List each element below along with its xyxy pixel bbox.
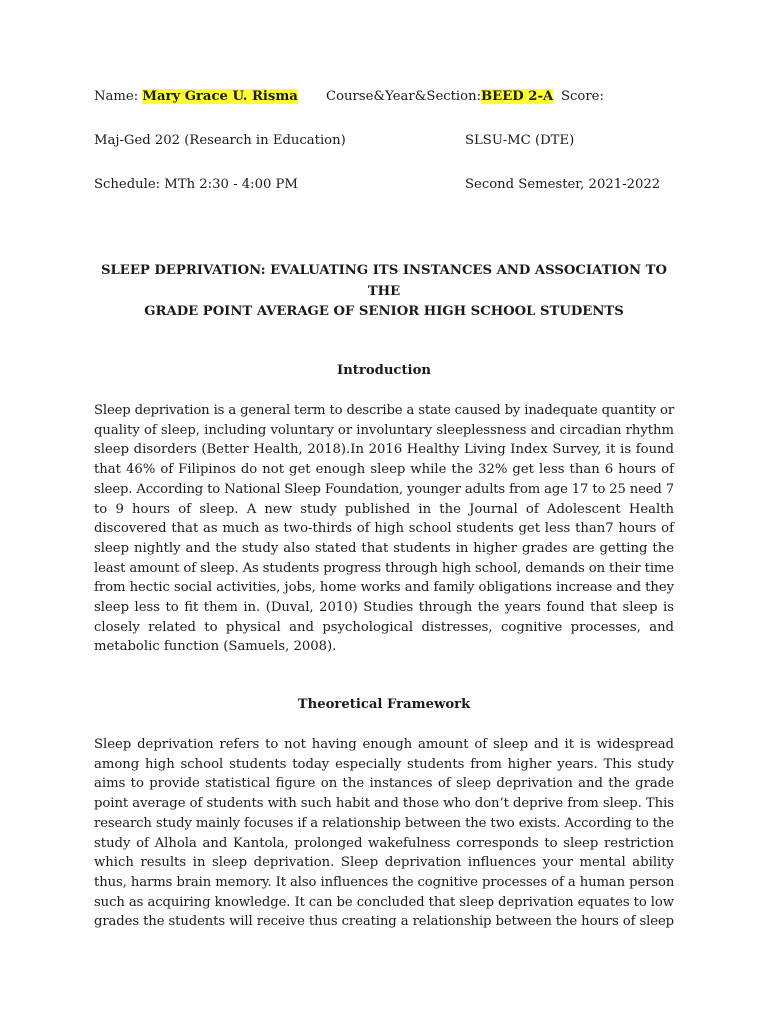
paragraph-line: research study mainly focuses if a relationship between the two exists. According to the [94, 815, 674, 831]
paragraph-line: thus, harms brain memory. It also influences the cognitive processes of a human person [94, 874, 675, 890]
paragraph-line: least amount of sleep. As students progress through high school, demands on their time [94, 560, 674, 576]
paragraph-line: among high school students today especially students from higher years. This study [94, 756, 674, 772]
paragraph-line: discovered that as much as two-thirds of high school students get less than7 hours of [94, 521, 674, 537]
paragraph-line: to 9 hours of sleep. A new study published in the Journal of Adolescent Health [94, 501, 674, 517]
paragraph-line: that 46% of Filipinos do not get enough sleep while the 32% get less than 6 hours of [94, 462, 674, 478]
introduction-heading: Introduction [337, 363, 431, 378]
schedule-text: Schedule: MTh 2:30 - 4:00 PM [94, 177, 298, 192]
title-line-2: GRADE POINT AVERAGE OF SENIOR HIGH SCHOOL STUDENTS [144, 304, 624, 319]
paragraph-line: grades the students will receive thus creating a relationship between the hours of sleep [94, 914, 674, 930]
paragraph-line: point average of students with such habit and those who don’t deprive from sleep. This [94, 796, 674, 812]
course-field [326, 88, 553, 106]
paragraph-line: Sleep deprivation is a general term to describe a state caused by inadequate quantity or [94, 403, 674, 418]
name-label: Name: [94, 89, 143, 104]
semester-text: Second Semester, 2021-2022 [465, 177, 661, 192]
paragraph-line: closely related to physical and psychological distresses, cognitive processes, and [94, 619, 674, 635]
framework-heading: Theoretical Framework [297, 697, 471, 712]
paragraph-line: which results in sleep deprivation. Sleep deprivation influences your mental ability [94, 855, 674, 871]
score-label: Score: [561, 89, 604, 104]
course-value: BEED 2-A [481, 89, 554, 104]
name-field [94, 88, 298, 106]
paragraph-line: sleep disorders (Better Health, 2018).In 2016 Healthy Living Index Survey, it is found [94, 442, 674, 458]
paragraph-line: sleep. According to National Sleep Foundation, younger adults from age 17 to 25 need 7 [94, 481, 674, 497]
introduction-paragraph [94, 401, 674, 657]
student-name: Mary Grace U. Risma [142, 89, 298, 104]
document-title [94, 261, 674, 323]
paragraph-line: Sleep deprivation refers to not having enough amount of sleep and it is widespread [94, 737, 674, 752]
school-text: SLSU-MC (DTE) [465, 133, 575, 148]
paragraph-line: quality of sleep, including voluntary or involuntary sleeplessness and circadian rhythm [94, 422, 675, 438]
paragraph-line: sleep less to fit them in. (Duval, 2010) Studies through the years found that sleep is [94, 600, 674, 616]
paragraph-line: metabolic function (Samuels, 2008). [94, 639, 337, 655]
paragraph-line: aims to provide statistical figure on the instances of sleep deprivation and the grade [94, 776, 674, 792]
paragraph-line: from hectic social activities, jobs, home works and family obligations increase and they [94, 580, 674, 596]
course-label: Course&Year&Section: [326, 89, 482, 104]
paragraph-line: sleep nightly and the study also stated that students in higher grades are getting the [94, 540, 674, 556]
title-line-1: SLEEP DEPRIVATION: EVALUATING ITS INSTANCES AND ASSOCIATION TO THE [101, 263, 667, 299]
subject-text: Maj-Ged 202 (Research in Education) [94, 133, 346, 148]
framework-paragraph [94, 735, 674, 932]
paragraph-line: study of Alhola and Kantola, prolonged wakefulness corresponds to sleep restriction [94, 835, 674, 851]
paragraph-line: such as acquiring knowledge. It can be concluded that sleep deprivation equates to low [94, 894, 674, 910]
